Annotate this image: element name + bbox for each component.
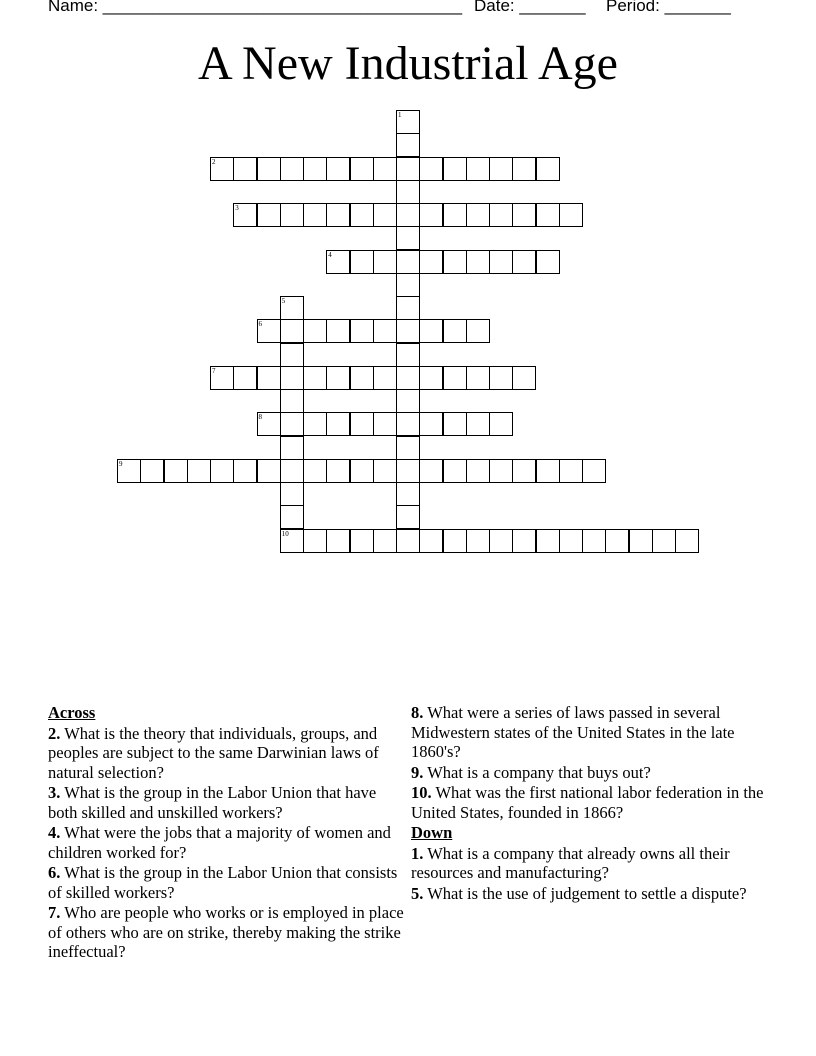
crossword-cell[interactable]	[443, 250, 467, 274]
crossword-cell[interactable]	[350, 203, 374, 227]
crossword-cell[interactable]	[280, 412, 304, 436]
crossword-cell[interactable]	[419, 366, 443, 390]
crossword-cell[interactable]	[582, 459, 606, 483]
crossword-cell[interactable]	[233, 203, 257, 227]
clue-across-3	[48, 783, 408, 822]
crossword-cell[interactable]	[326, 157, 350, 181]
crossword-cell[interactable]	[257, 319, 281, 343]
crossword-cell[interactable]	[396, 273, 420, 297]
crossword-cell[interactable]	[326, 529, 350, 553]
crossword-cell[interactable]	[512, 157, 536, 181]
crossword-cell[interactable]	[605, 529, 629, 553]
crossword-cell[interactable]	[233, 366, 257, 390]
crossword-cell[interactable]	[466, 412, 490, 436]
crossword-cell[interactable]	[350, 412, 374, 436]
crossword-cell[interactable]	[396, 366, 420, 390]
crossword-cell[interactable]	[233, 459, 257, 483]
crossword-cell[interactable]	[350, 157, 374, 181]
crossword-cell[interactable]	[396, 529, 420, 553]
crossword-cell[interactable]	[512, 203, 536, 227]
crossword-cell[interactable]	[280, 203, 304, 227]
name-field-label: Name: ______________________________________	[48, 0, 463, 15]
crossword-cell[interactable]	[350, 459, 374, 483]
crossword-cell[interactable]	[396, 296, 420, 320]
crossword-cell[interactable]	[280, 296, 304, 320]
crossword-cell[interactable]	[489, 412, 513, 436]
crossword-cell[interactable]	[443, 529, 467, 553]
crossword-cell[interactable]	[466, 366, 490, 390]
crossword-cell[interactable]	[629, 529, 653, 553]
crossword-cell[interactable]	[396, 319, 420, 343]
crossword-cell[interactable]	[326, 366, 350, 390]
period-field-label: Period: _______	[606, 0, 731, 15]
crossword-cell[interactable]	[443, 459, 467, 483]
clue-down-5	[411, 884, 776, 904]
crossword-cell[interactable]	[280, 157, 304, 181]
clue-number: 4.	[48, 823, 61, 842]
clue-number: 8.	[411, 703, 424, 722]
crossword-cell[interactable]	[326, 250, 350, 274]
clue-text: What is the use of judgement to settle a dispute?	[423, 883, 747, 903]
clue-number-label: 5	[281, 297, 286, 305]
crossword-cell[interactable]	[489, 157, 513, 181]
down-heading: Down	[411, 823, 453, 842]
crossword-cell[interactable]	[419, 157, 443, 181]
clue-text: What is the theory that individuals, groups, and peoples are subject to the same Darwinian laws of natural selection?	[48, 723, 379, 782]
crossword-cell[interactable]	[396, 343, 420, 367]
crossword-cell[interactable]	[443, 203, 467, 227]
crossword-cell[interactable]	[373, 319, 397, 343]
crossword-cell[interactable]	[512, 250, 536, 274]
crossword-cell[interactable]	[373, 366, 397, 390]
crossword-cell[interactable]	[559, 459, 583, 483]
clue-number: 10.	[411, 783, 432, 802]
crossword-cell[interactable]	[396, 157, 420, 181]
crossword-cell[interactable]	[280, 505, 304, 529]
crossword-cell[interactable]	[373, 203, 397, 227]
crossword-cell[interactable]	[396, 250, 420, 274]
crossword-cell[interactable]	[257, 412, 281, 436]
crossword-cell[interactable]	[443, 366, 467, 390]
crossword-cell[interactable]	[210, 459, 234, 483]
crossword-cell[interactable]	[443, 319, 467, 343]
crossword-cell[interactable]	[536, 157, 560, 181]
crossword-cell[interactable]	[233, 157, 257, 181]
crossword-cell[interactable]	[419, 459, 443, 483]
crossword-cell[interactable]	[164, 459, 188, 483]
crossword-cell[interactable]	[303, 203, 327, 227]
crossword-cell[interactable]	[489, 250, 513, 274]
crossword-cell[interactable]	[280, 319, 304, 343]
across-heading: Across	[48, 703, 96, 722]
crossword-cell[interactable]	[466, 203, 490, 227]
clue-number-label: 2	[212, 157, 216, 166]
crossword-cell[interactable]	[536, 203, 560, 227]
crossword-cell[interactable]	[419, 203, 443, 227]
date-field-label: Date: _______	[474, 0, 586, 15]
crossword-cell[interactable]	[303, 459, 327, 483]
crossword-cell[interactable]	[396, 133, 420, 157]
crossword-cell[interactable]	[326, 459, 350, 483]
clues-left-column	[48, 703, 408, 963]
clue-number: 6.	[48, 863, 61, 882]
clue-text: What is the group in the Labor Union that consists of skilled workers?	[48, 863, 398, 902]
crossword-cell[interactable]	[350, 250, 374, 274]
crossword-cell[interactable]	[396, 389, 420, 413]
clue-text: What is a company that already owns all their resources and manufacturing?	[411, 843, 730, 882]
crossword-cell[interactable]	[280, 529, 304, 553]
crossword-cell[interactable]	[303, 412, 327, 436]
crossword-cell[interactable]	[210, 366, 234, 390]
crossword-cell[interactable]	[443, 157, 467, 181]
crossword-cell[interactable]	[373, 412, 397, 436]
crossword-cell[interactable]	[489, 529, 513, 553]
clue-down-1	[411, 844, 776, 883]
crossword-cell[interactable]	[419, 529, 443, 553]
clue-across-7	[48, 903, 408, 962]
clue-text: What is a company that buys out?	[423, 762, 651, 782]
crossword-cell[interactable]	[257, 459, 281, 483]
crossword-cell[interactable]	[280, 482, 304, 506]
crossword-cell[interactable]	[419, 412, 443, 436]
crossword-cell[interactable]	[140, 459, 164, 483]
clue-text: What were the jobs that a majority of women and children worked for?	[48, 823, 391, 862]
crossword-cell[interactable]	[326, 412, 350, 436]
crossword-cell[interactable]	[396, 203, 420, 227]
crossword-cell[interactable]	[350, 529, 374, 553]
clue-number: 1.	[411, 843, 424, 863]
clue-number-label: 9	[119, 459, 123, 468]
crossword-cell[interactable]	[257, 366, 281, 390]
clue-number-label: 7	[212, 366, 216, 375]
clue-across-6	[48, 863, 408, 902]
crossword-cell[interactable]	[280, 436, 304, 460]
clue-across-9	[411, 763, 776, 783]
crossword-cell[interactable]	[396, 180, 420, 204]
crossword-cell[interactable]	[559, 529, 583, 553]
clue-across-8	[411, 703, 776, 762]
crossword-cell[interactable]	[303, 157, 327, 181]
crossword-cell[interactable]	[350, 366, 374, 390]
clue-across-10	[411, 783, 776, 822]
crossword-cell[interactable]	[257, 203, 281, 227]
clue-text: Who are people who works or is employed in place of others who are on strike, thereby making the strike ineffectual?	[48, 903, 404, 961]
crossword-cell[interactable]	[210, 157, 234, 181]
crossword-cell[interactable]	[466, 250, 490, 274]
crossword-cell[interactable]	[443, 412, 467, 436]
crossword-cell[interactable]	[303, 319, 327, 343]
clue-across-2	[48, 724, 408, 783]
crossword-cell[interactable]	[373, 459, 397, 483]
crossword-cell[interactable]	[466, 157, 490, 181]
crossword-cell[interactable]	[350, 319, 374, 343]
clue-number-label: 8	[258, 413, 262, 422]
crossword-cell[interactable]	[536, 250, 560, 274]
clue-number: 3.	[48, 783, 61, 802]
crossword-cell[interactable]	[396, 482, 420, 506]
crossword-cell[interactable]	[466, 319, 490, 343]
clue-text: What were a series of laws passed in several Midwestern states of the United States in the late 1860's?	[411, 703, 735, 761]
crossword-cell[interactable]	[489, 366, 513, 390]
crossword-cell[interactable]	[373, 529, 397, 553]
crossword-cell[interactable]	[280, 389, 304, 413]
crossword-cell[interactable]	[489, 459, 513, 483]
clue-number-label: 6	[258, 320, 262, 329]
crossword-cell[interactable]	[373, 250, 397, 274]
crossword-cell[interactable]	[466, 459, 490, 483]
crossword-cell[interactable]	[373, 157, 397, 181]
crossword-cell[interactable]	[582, 529, 606, 553]
crossword-cell[interactable]	[536, 529, 560, 553]
crossword-cell[interactable]	[536, 459, 560, 483]
crossword-cell[interactable]	[396, 459, 420, 483]
clue-number-label: 4	[328, 250, 332, 259]
crossword-cell[interactable]	[280, 343, 304, 367]
clue-number-label: 1	[398, 111, 402, 119]
crossword-cell[interactable]	[303, 366, 327, 390]
crossword-cell[interactable]	[326, 319, 350, 343]
crossword-cell[interactable]	[419, 250, 443, 274]
crossword-cell[interactable]	[466, 529, 490, 553]
clue-number-label: 10	[281, 529, 289, 538]
clue-number: 5.	[411, 883, 424, 903]
crossword-cell[interactable]	[675, 529, 699, 553]
clues-right-column	[411, 703, 776, 904]
clue-text: What is the group in the Labor Union that have both skilled and unskilled workers?	[48, 783, 377, 822]
clue-across-4	[48, 823, 408, 862]
clue-text: What was the first national labor federation in the United States, founded in 1866?	[411, 783, 764, 822]
crossword-cell[interactable]	[512, 459, 536, 483]
crossword-cell[interactable]	[512, 366, 536, 390]
crossword-cell[interactable]	[280, 459, 304, 483]
crossword-cell[interactable]	[280, 366, 304, 390]
clue-number: 9.	[411, 762, 424, 782]
crossword-cell[interactable]	[396, 226, 420, 250]
crossword-cell[interactable]	[396, 436, 420, 460]
crossword-cell[interactable]	[303, 529, 327, 553]
crossword-cell[interactable]	[489, 203, 513, 227]
crossword-cell[interactable]	[117, 459, 141, 483]
clue-number: 7.	[48, 903, 61, 922]
clue-number: 2.	[48, 723, 61, 743]
crossword-cell[interactable]	[396, 505, 420, 529]
page-title: A New Industrial Age	[198, 37, 618, 90]
crossword-cell[interactable]	[512, 529, 536, 553]
crossword-cell[interactable]	[559, 203, 583, 227]
crossword-cell[interactable]	[257, 157, 281, 181]
crossword-cell[interactable]	[419, 319, 443, 343]
crossword-cell[interactable]	[326, 203, 350, 227]
crossword-cell[interactable]	[396, 110, 420, 134]
clue-number-label: 3	[235, 204, 239, 212]
crossword-cell[interactable]	[187, 459, 211, 483]
crossword-cell[interactable]	[652, 529, 676, 553]
crossword-cell[interactable]	[396, 412, 420, 436]
